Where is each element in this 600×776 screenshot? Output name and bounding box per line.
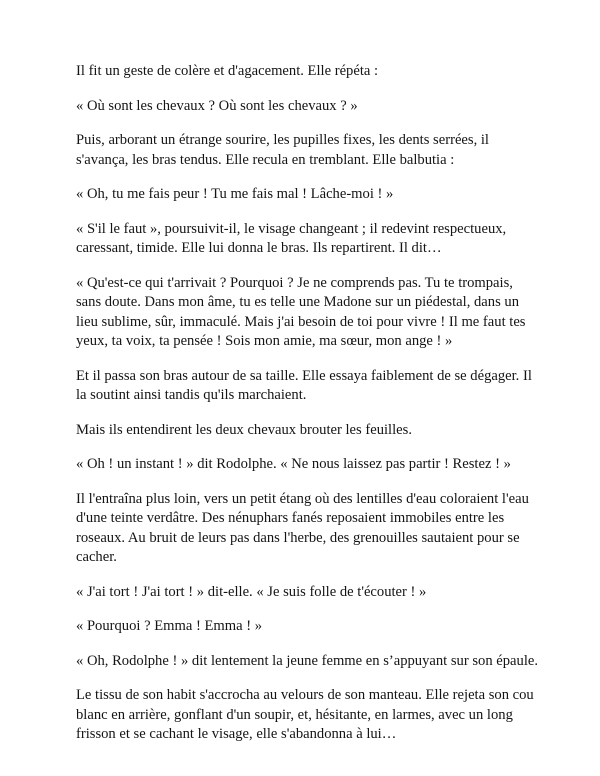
paragraph: « Pourquoi ? Emma ! Emma ! » (76, 618, 263, 634)
paragraph: Il l'entraîna plus loin, vers un petit étang où des lentilles d'eau coloraient l'eau d'une teinte verdâtre. Des nénuphars fanés reposaient immobiles entre les roseaux. Au bruit de leurs pas dans l'herbe, des grenouilles sautaient pour se cacher. (76, 490, 529, 565)
paragraph: « Qu'est-ce qui t'arrivait ? Pourquoi ? Je ne comprends pas. Tu te trompais, sans doute. Dans mon âme, tu es telle une Madone sur un piédestal, dans un lieu sublime, sûr, immaculé. Mais j'ai besoin de toi pour vivre ! Il me faut tes yeux, ta voix, ta pensée ! Sois mon amie, ma sœur, mon ange ! » (76, 274, 526, 349)
paragraph: « Oh ! un instant ! » dit Rodolphe. « Ne nous laissez pas partir ! Restez ! » (76, 456, 511, 472)
paragraph: « Où sont les chevaux ? Où sont les chevaux ? » (76, 97, 358, 114)
paragraph: Il fit un geste de colère et d'agacement. Elle répéta : (76, 63, 379, 79)
paragraph: Mais ils entendirent les deux chevaux brouter les feuilles. (76, 421, 412, 438)
paragraph: Puis, arborant un étrange sourire, les pupilles fixes, les dents serrées, il s'avança, les bras tendus. Elle recula en tremblant. Elle balbutia : (76, 132, 489, 168)
paragraph: Et il passa son bras autour de sa taille. Elle essaya faiblement de se dégager. Il la soutint ainsi tandis qu'ils marchaient. (76, 367, 532, 403)
paragraph: « Oh, Rodolphe ! » dit lentement la jeune femme en s’appuyant sur son épaule. (76, 652, 539, 669)
paragraph: « S'il le faut », poursuivit-il, le visage changeant ; il redevint respectueux, caressant, timide. Elle lui donna le bras. Ils repartirent. Il dit… (76, 220, 507, 256)
paragraph: Le tissu de son habit s'accrocha au velours de son manteau. Elle rejeta son cou blanc en arrière, gonflant d'un soupir, et, hésitante, en larmes, avec un long frisson et se cachant le visage, elle s'abandonna à lui… (76, 687, 534, 742)
paragraph: « J'ai tort ! J'ai tort ! » dit-elle. « Je suis folle de t'écouter ! » (76, 583, 427, 600)
paragraph: « Oh, tu me fais peur ! Tu me fais mal ! Lâche-moi ! » (76, 186, 394, 202)
